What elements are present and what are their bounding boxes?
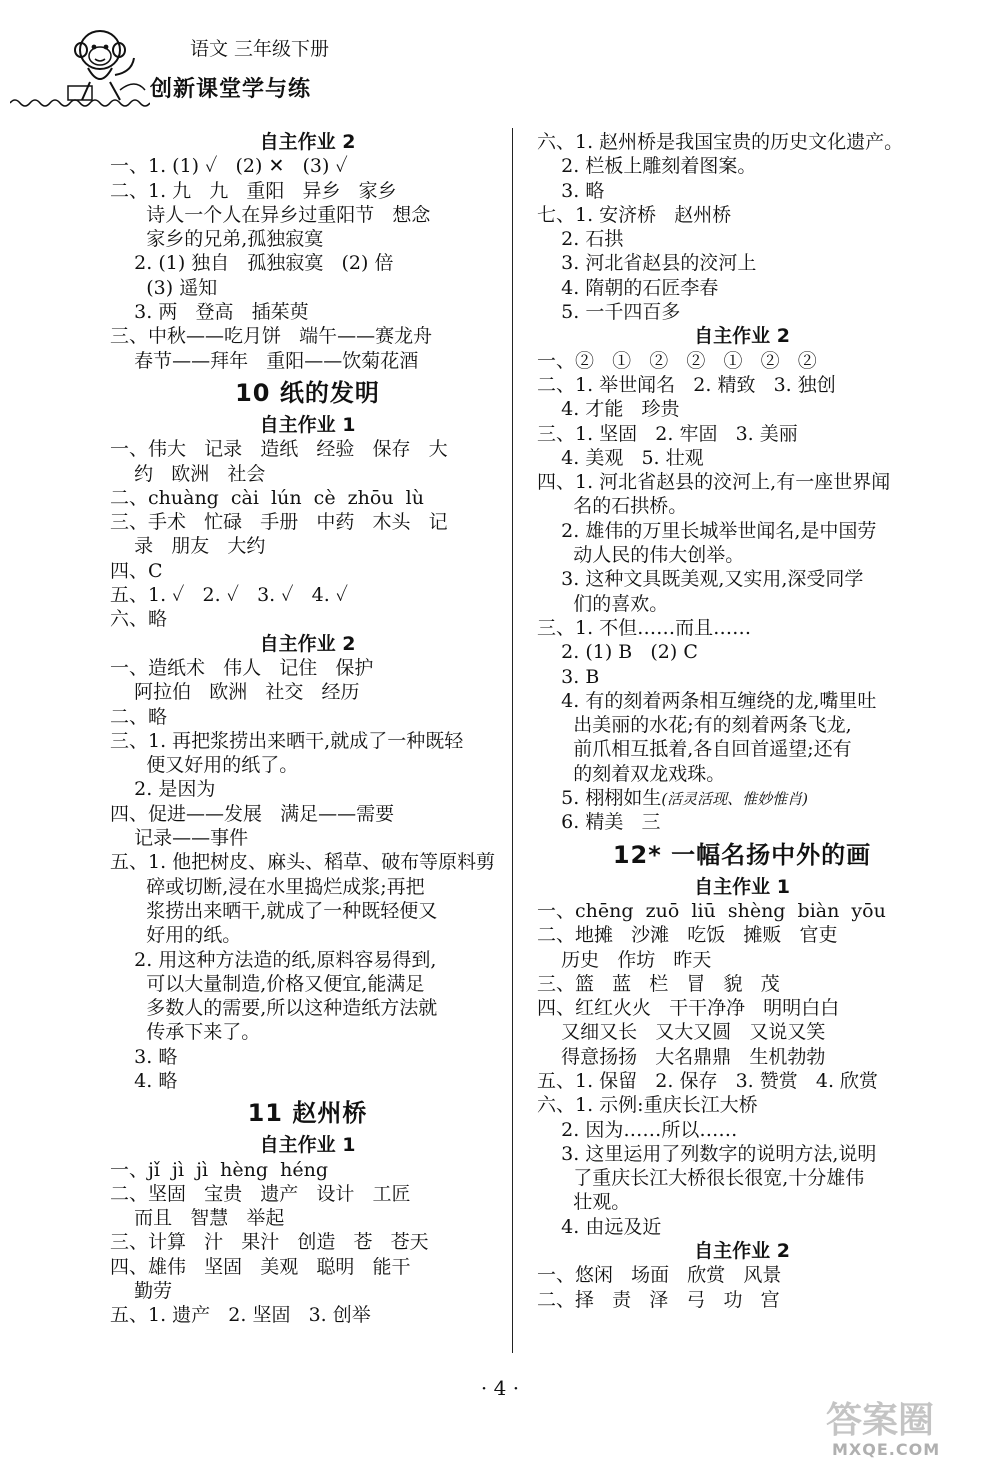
answer-line: 2. (1) B (2) C — [537, 641, 698, 664]
answer-line: 一、chēng zuō liū shèng biàn yōu — [537, 899, 886, 922]
answer-line: 勤劳 — [110, 1280, 173, 1303]
answer-line: 3. 河北省赵县的洨河上 — [537, 252, 757, 275]
answer-line: 出美丽的水花;有的刻着两条飞龙, — [537, 714, 852, 737]
lesson-title: 11 赵州桥 — [247, 1099, 368, 1128]
homework-heading: 自主作业 2 — [259, 632, 356, 655]
answer-line: 3. 略 — [537, 179, 605, 202]
answer-line: 2. 是因为 — [110, 778, 216, 801]
answer-line: (3) 遥知 — [110, 276, 218, 299]
answer-line: 2. 栏板上雕刻着图案。 — [537, 155, 757, 178]
answer-line: 4. 隋朝的石匠李春 — [537, 276, 719, 299]
answer-line: 二、略 — [110, 705, 168, 728]
answer-line: 四、红红火火 干干净净 明明白白 — [537, 997, 840, 1020]
answer-line: 3. B — [537, 665, 600, 688]
answer-line: 名的石拱桥。 — [537, 495, 688, 518]
right-column — [537, 130, 947, 1312]
answer-line: 二、坚固 宝贵 遗产 设计 工匠 — [110, 1182, 411, 1205]
answer-line: 2. 石拱 — [537, 228, 624, 251]
lesson-title: 12* 一幅名扬中外的画 — [612, 840, 872, 869]
answer-line: 三、1. 再把浆捞出来晒干,就成了一种既轻 — [110, 729, 464, 752]
answer-line: 3. 这里运用了列数字的说明方法,说明 — [537, 1142, 877, 1165]
answer-line: 一、1. (1) ✓ (2) ✕ (3) ✓ — [110, 155, 348, 178]
answer-line: 们的喜欢。 — [537, 592, 669, 615]
answer-line: 一、伟大 记录 造纸 经验 保存 大 — [110, 438, 448, 461]
watermark-logo: 答案圈 — [826, 1400, 935, 1441]
answer-line: 传承下来了。 — [110, 1021, 261, 1044]
homework-heading: 自主作业 1 — [259, 1134, 356, 1157]
answer-note: (活灵活现、惟妙惟肖) — [661, 790, 809, 809]
homework-heading: 自主作业 2 — [694, 325, 790, 348]
answer-line: 二、择 责 泽 弓 功 宫 — [537, 1288, 780, 1311]
lesson-title: 10 纸的发明 — [235, 378, 380, 407]
column-divider — [512, 128, 513, 1353]
watermark-url: MXQE.COM — [832, 1440, 941, 1459]
answer-line: 3. 两 登高 插茱萸 — [110, 301, 309, 324]
answer-line: 三、手术 忙碌 手册 中药 木头 记 — [110, 511, 448, 534]
answer-line: 五、1. 遗产 2. 坚固 3. 创举 — [110, 1304, 371, 1327]
answer-line: 三、篮 蓝 栏 冒 貌 茂 — [537, 972, 780, 995]
answer-line: 七、1. 安济桥 赵州桥 — [537, 203, 732, 226]
answer-line: 五、1. ✓ 2. ✓ 3. ✓ 4. ✓ — [110, 584, 349, 607]
answer-line: 5. 一千四百多 — [537, 301, 681, 324]
answer-line: 了重庆长江大桥很长很宽,十分雄伟 — [537, 1167, 865, 1190]
answer-line: 二、chuàng cài lún cè zhōu lù — [110, 486, 424, 509]
answer-line: 4. 有的刻着两条相互缠绕的龙,嘴里吐 — [537, 689, 877, 712]
monkey-mascot-icon — [60, 20, 150, 105]
wavy-divider — [10, 96, 150, 110]
answer-line: 浆捞出来晒干,就成了一种既轻便又 — [110, 899, 438, 922]
answer-line: 2. 用这种方法造的纸,原料容易得到, — [110, 948, 437, 971]
answer-line: 又细又长 又大又圆 又说又笑 — [537, 1021, 826, 1044]
homework-heading: 自主作业 2 — [259, 131, 356, 153]
answer-line: 2. 雄伟的万里长城举世闻名,是中国劳 — [537, 519, 877, 542]
answer-line: 便又好用的纸了。 — [110, 754, 299, 777]
page-number: · 4 · — [480, 1376, 520, 1400]
answer-line: 诗人一个人在异乡过重阳节 想念 — [110, 203, 431, 226]
answer-line: 好用的纸。 — [110, 924, 242, 947]
homework-heading: 自主作业 1 — [259, 413, 356, 436]
answer-line: 一、② ① ② ② ① ② ② — [537, 349, 817, 372]
answer-line: 三、计算 汁 果汁 创造 苍 苍天 — [110, 1231, 429, 1254]
answer-line: 壮观。 — [537, 1191, 631, 1214]
answer-line: 六、1. 示例:重庆长江大桥 — [537, 1094, 758, 1117]
homework-heading: 自主作业 2 — [694, 1240, 790, 1263]
answer-line: 3. 略 — [110, 1045, 178, 1068]
answer-line: 2. (1) 独自 孤独寂寞 (2) 倍 — [110, 252, 394, 275]
answer-line: 2. 因为……所以…… — [537, 1118, 738, 1141]
answer-line: 4. 才能 珍贵 — [537, 398, 680, 421]
answer-line: 四、雄伟 坚固 美观 聪明 能干 — [110, 1255, 411, 1278]
answer-line: 家乡的兄弟,孤独寂寞 — [110, 228, 324, 251]
answer-line: 六、1. 赵州桥是我国宝贵的历史文化遗产。 — [537, 131, 904, 153]
answer-line: 五、1. 保留 2. 保存 3. 赞赏 4. 欣赏 — [537, 1069, 879, 1092]
answer-line: 五、1. 他把树皮、麻头、稻草、破布等原料剪 — [110, 851, 496, 874]
answer-line: 可以大量制造,价格又便宜,能满足 — [110, 972, 425, 995]
answer-line: 二、1. 九 九 重阳 异乡 家乡 — [110, 179, 397, 202]
answer-line: 四、C — [110, 559, 163, 582]
page-header — [0, 0, 1000, 120]
header-book-title: 创新课堂学与练 — [150, 77, 312, 102]
answer-line: 记录——事件 — [110, 827, 249, 850]
answer-line: 一、悠闲 场面 欣赏 风景 — [537, 1264, 782, 1287]
answer-line: 一、jǐ jì jì hèng héng — [110, 1158, 328, 1181]
answer-line: 春节——拜年 重阳——饮菊花酒 — [110, 349, 419, 372]
answer-line: 而且 智慧 举起 — [110, 1207, 285, 1230]
answer-line: 4. 美观 5. 壮观 — [537, 446, 704, 469]
answer-text: 5. 栩栩如生 — [537, 787, 662, 810]
answer-line: 一、造纸术 伟人 记住 保护 — [110, 656, 374, 679]
answer-line: 阿拉伯 欧洲 社交 经历 — [110, 681, 360, 704]
answer-line — [537, 786, 947, 810]
answer-line: 二、地摊 沙滩 吃饭 摊贩 官吏 — [537, 924, 838, 947]
answer-line: 3. 这种文具既美观,又实用,深受同学 — [537, 568, 864, 591]
answer-line: 的刻着双龙戏珠。 — [537, 762, 726, 785]
answer-line: 四、促进——发展 满足——需要 — [110, 802, 395, 825]
answer-line: 前爪相互抵着,各自回首遥望;还有 — [537, 738, 852, 761]
answer-line: 三、1. 坚固 2. 牢固 3. 美丽 — [537, 422, 798, 445]
answer-line: 6. 精美 三 — [537, 811, 661, 834]
answer-line: 得意扬扬 大名鼎鼎 生机勃勃 — [537, 1045, 826, 1068]
answer-line: 三、中秋——吃月饼 端午——赛龙舟 — [110, 325, 433, 348]
answer-line: 三、1. 不但……而且…… — [537, 616, 752, 639]
header-subject: 语文 三年级下册 — [190, 38, 330, 60]
answer-line: 二、1. 举世闻名 2. 精致 3. 独创 — [537, 373, 836, 396]
homework-heading: 自主作业 1 — [694, 875, 790, 898]
answer-line: 录 朋友 大约 — [110, 535, 266, 558]
left-column — [110, 130, 505, 1328]
answer-line: 碎或切断,浸在水里捣烂成浆;再把 — [110, 875, 425, 898]
answer-line: 约 欧洲 社会 — [110, 462, 266, 485]
answer-line: 历史 作坊 昨天 — [537, 948, 712, 971]
answer-line: 4. 略 — [110, 1069, 178, 1092]
answer-line: 四、1. 河北省赵县的洨河上,有一座世界闻 — [537, 471, 891, 494]
answer-line: 动人民的伟大创举。 — [537, 544, 745, 567]
answer-line: 多数人的需要,所以这种造纸方法就 — [110, 997, 438, 1020]
answer-line: 4. 由远及近 — [537, 1215, 662, 1238]
answer-line: 六、略 — [110, 608, 168, 631]
